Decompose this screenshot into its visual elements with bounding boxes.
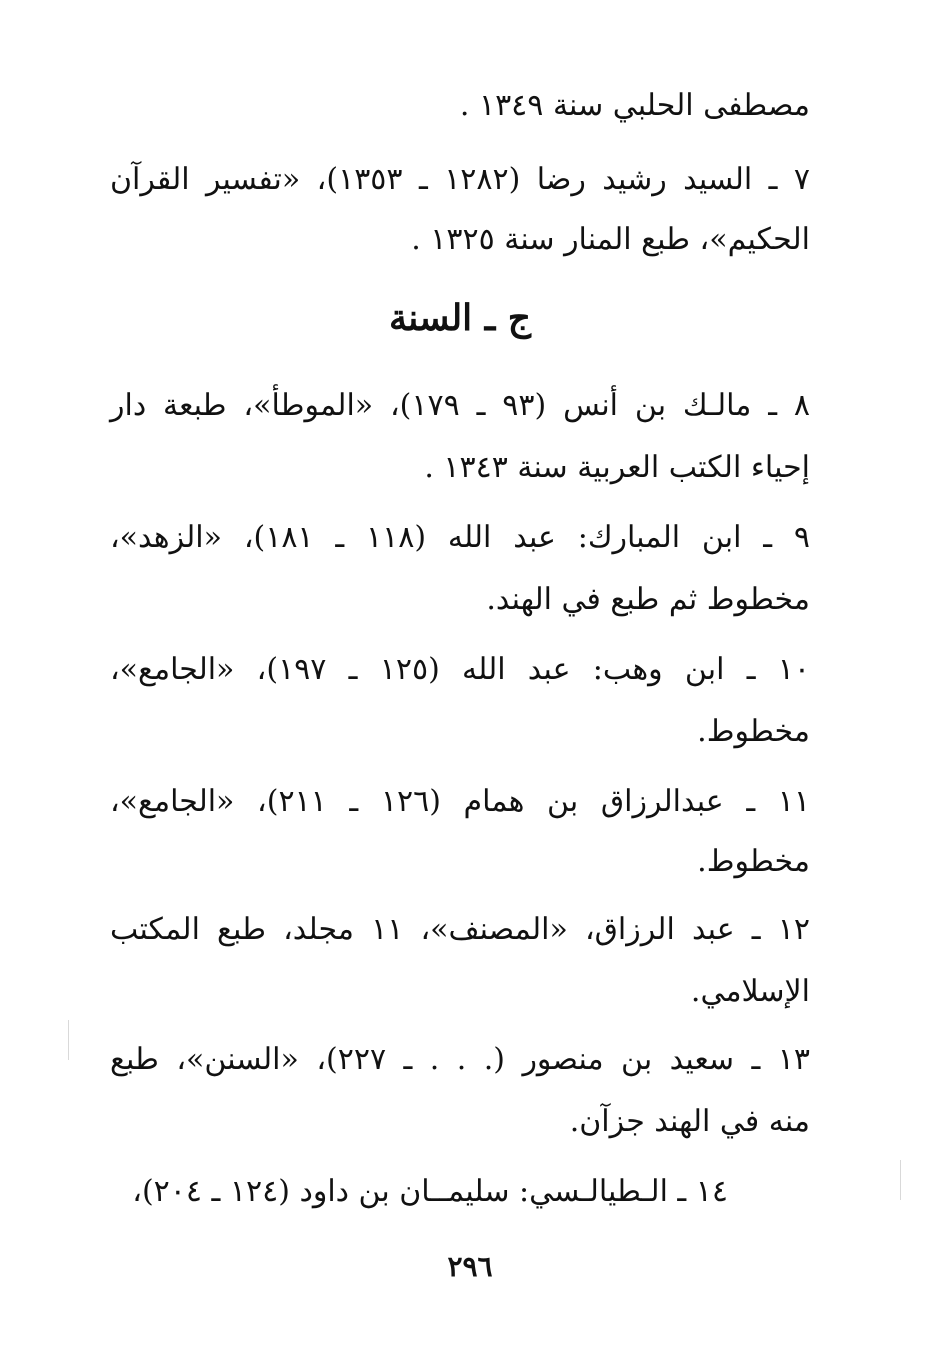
text-line: مخطوط. <box>697 844 810 879</box>
text-line: ١٤ ـ الـطيالـسي: سليمــان بن داود (١٢٤ ـ ٢٠٤)، <box>132 1174 728 1209</box>
text-line: مصطفى الحلبي سنة ١٣٤٩ . <box>459 88 810 123</box>
text-line: ٧ ـ السيد رشيد رضا (١٢٨٢ ـ ١٣٥٣)، «تفسير القرآن <box>110 162 810 197</box>
text-line: الحكيم»، طبع المنار سنة ١٣٢٥ . <box>411 222 810 257</box>
text-line: منه في الهند جزآن. <box>569 1104 810 1139</box>
text-line: ١٢ ـ عبد الرزاق، «المصنف»، ١١ مجلد، طبع المكتب <box>110 912 810 947</box>
scan-edge-mark <box>68 1020 69 1060</box>
text-line: ١١ ـ عبدالرزاق بن همام (١٢٦ ـ ٢١١)، «الجامع»، <box>110 784 810 819</box>
text-line: الإسلامي. <box>690 974 810 1009</box>
text-line: ١٣ ـ سعيد بن منصور (. . . ـ ٢٢٧)، «السنن»، طبع <box>110 1042 811 1077</box>
text-line: ٩ ـ ابن المبارك: عبد الله (١١٨ ـ ١٨١)، «الزهد»، <box>110 520 810 555</box>
text-column <box>110 0 810 1356</box>
text-line: ٨ ـ مالـك بن أنس (٩٣ ـ ١٧٩)، «الموطأ»، طبعة دار <box>110 388 810 423</box>
text-line: مخطوط. <box>697 714 810 749</box>
text-line: مخطوط ثم طبع في الهند. <box>486 582 810 617</box>
section-heading: ج ـ السنة <box>388 297 532 339</box>
scan-edge-mark <box>900 1160 901 1200</box>
text-line: ١٠ ـ ابن وهب: عبد الله (١٢٥ ـ ١٩٧)، «الجامع»، <box>110 652 810 687</box>
text-line: إحياء الكتب العربية سنة ١٣٤٣ . <box>424 450 810 485</box>
page-number: ٢٩٦ <box>447 1250 493 1283</box>
